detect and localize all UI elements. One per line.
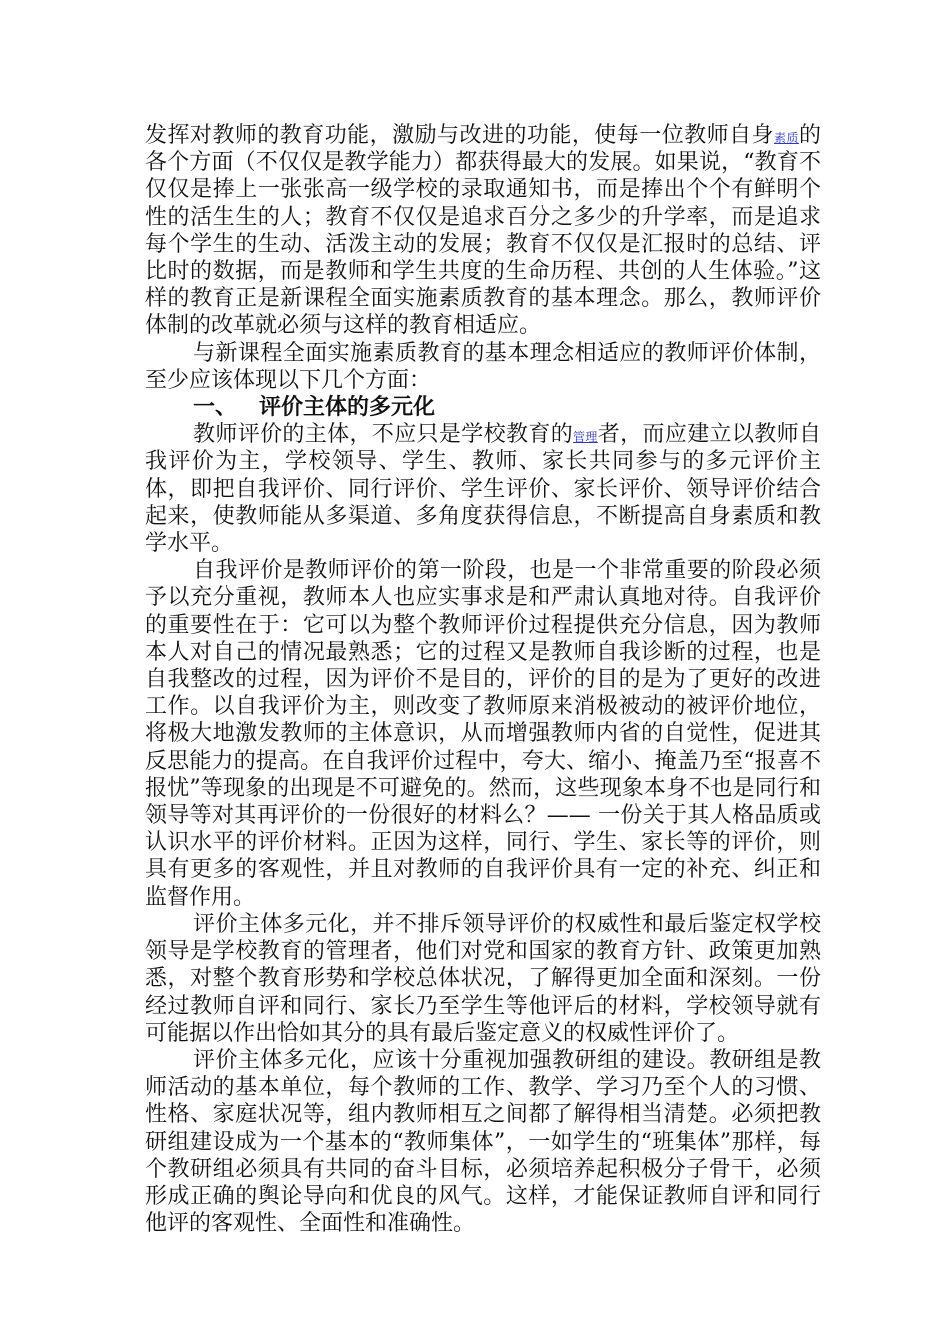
paragraph-leadership-evaluation: 评价主体多元化，并不排斥领导评价的权威性和最后鉴定权学校领导是学校教育的管理者，他们对党和国家的教育方针、政策更加熟悉，对整个教育形势和学校总体状况，了解得更加全面和深刻。一份经过教师自评和同行、家长乃至学生等他评后的材料，学校领导就有可能据以作出恰如其分的具有最后鉴定意义的权威性评价了。 [145, 911, 821, 1046]
paragraph-text: 者，而应建立以教师自我评价为主，学校领导、学生、教师、家长共同参与的多元评价主体，即把自我评价、同行评价、学生评价、家长评价、领导评价结合起来，使教师能从多渠道、多角度获得信息，不断提高自身素质和教学水平。 [145, 422, 821, 557]
paragraph-teaching-group: 评价主体多元化，应该十分重视加强教研组的建设。教研组是教师活动的基本单位，每个教师的工作、教学、学习乃至个人的习惯、性格、家庭状况等，组内教师相互之间都了解得相当清楚。必须把教研组建设成为一个基本的“教师集体”，一如学生的“班集体”那样，每个教研组必须具有共同的奋斗目标，必须培养起积极分子骨干，必须形成正确的舆论导向和优良的风气。这样，才能保证教师自评和同行他评的客观性、全面性和准确性。 [145, 1047, 821, 1237]
paragraph-evaluation-subject [145, 421, 821, 557]
section-heading [145, 394, 821, 421]
section-title: 评价主体的多元化 [259, 394, 436, 421]
link-guanli[interactable]: 管理 [573, 430, 598, 445]
paragraph-self-evaluation: 自我评价是教师评价的第一阶段，也是一个非常重要的阶段必须予以充分重视，教师本人也应实事求是和严肃认真地对待。自我评价的重要性在于：它可以为整个教师评价过程提供充分信息，因为教师本人对自己的情况最熟悉；它的过程又是教师自我诊断的过程，也是自我整改的过程，因为评价不是目的，评价的目的是为了更好的改进工作。以自我评价为主，则改变了教师原来消极被动的被评价地位，将极大地激发教师的主体意识，从而增强教师内省的自觉性，促进其反思能力的提高。在自我评价过程中，夸大、缩小、掩盖乃至“报喜不报忧”等现象的出现是不可避免的。然而，这些现象本身不也是同行和领导等对其再评价的一份很好的材料么？—— 一份关于其人格品质或认识水平的评价材料。正因为这样，同行、学生、家长等的评价，则具有更多的客观性，并且对教师的自我评价具有一定的补充、纠正和监督作用。 [145, 558, 821, 910]
paragraph-text: 教师评价的主体，不应只是学校教育的 [193, 422, 574, 448]
paragraph-text: 的各个方面（不仅仅是教学能力）都获得最大的发展。如果说，“教育不仅仅是捧上一张张高一级学校的录取通知书，而是捧出个个有鲜明个性的活生生的人；教育不仅仅是追求百分之多少的升学率，而是追求每个学生的生动、活泼主动的发展；教育不仅仅是汇报时的总结、评比时的数据，而是教师和学生共度的生命历程、共创的人生体验。”这样的教育正是新课程全面实施素质教育的基本理念。那么，教师评价体制的改革就必须与这样的教育相适应。 [145, 123, 821, 339]
document-body [145, 122, 821, 1237]
paragraph-intro [145, 122, 821, 340]
link-suzhi[interactable]: 素质 [774, 131, 799, 145]
paragraph-text: 发挥对教师的教育功能，激励与改进的功能，使每一位教师自身 [145, 123, 775, 148]
paragraph-evaluation-system: 与新课程全面实施素质教育的基本理念相适应的教师评价体制，至少应该体现以下几个方面： [145, 340, 821, 393]
section-number: 一、 [193, 394, 238, 421]
